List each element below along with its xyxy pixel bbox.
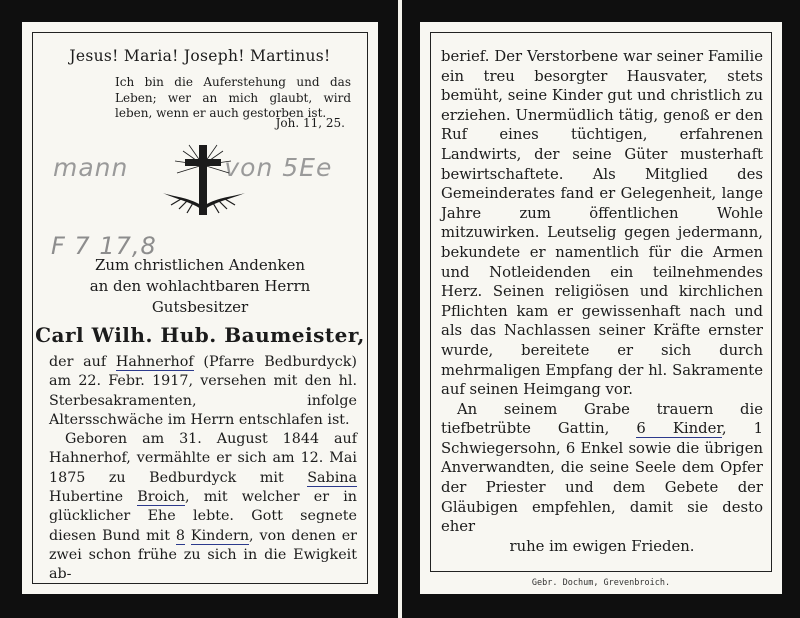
underlined-children-word: Kindern xyxy=(190,527,250,544)
dedication-line-1: Zum christlichen Andenken xyxy=(94,256,306,274)
underlined-surviving-children: 6 Kinder xyxy=(636,420,722,438)
paragraph-death: der auf Hahnerhof (Pfarre Bedburdyck) am 22. Febr. 1917, versehen mit den hl. Sterbesakramenten, infolge Altersschwäche im Herrn entschlafen ist. xyxy=(49,354,357,428)
inner-border-left xyxy=(32,32,368,584)
paragraph-life: Geboren am 31. August 1844 auf Hahnerhof, vermählte er sich am 12. Mai 1875 zu Bedburdyck mit Sabina Hubertine Broich, mit welcher er in glücklicher Ehe lebte. Gott segnete diesen Bund mit 8 Kindern, von denen er zwei schon frühe zu sich in die Ewigkeit ab- xyxy=(49,431,358,583)
dedication-line-2: an den wohlachtbaren Herrn xyxy=(89,277,311,295)
underlined-children-number: 8 xyxy=(175,527,185,544)
cross-with-palm-icon xyxy=(153,143,253,223)
bible-verse: Ich bin die Auferstehung und das Leben; wer an mich glaubt, wird leben, wenn er auch gestorben ist. xyxy=(115,75,351,120)
right-body-text xyxy=(441,47,763,556)
handwritten-archive-number: F 7 17,8 xyxy=(51,232,157,260)
left-body-text xyxy=(49,353,357,585)
deceased-name: Carl Wilh. Hub. Baumeister, xyxy=(35,323,365,347)
paragraph-mourners: An seinem Grabe trauern die tiefbetrübte Gattin, 6 Kinder, 1 Schwiegersohn, 6 Enkel sowie die übrigen Anverwandten, die seine Seele dem Opfer der Priester und dem Gebete der Gläubigen empfehlen, damit sie desto eher xyxy=(441,400,763,536)
underlined-wife-last: Broich xyxy=(137,489,186,506)
invocation-line: Jesus! Maria! Joseph! Martinus! xyxy=(69,47,331,65)
dedication-block xyxy=(33,255,367,318)
paragraph-character: berief. Der Verstorbene war seiner Familie ein treu besorgter Hausvater, stets bemüht, seine Kinder gut und christlich zu erziehen. Unermüdlich tätig, genoß er den Ruf eines tüchtigen, erfahrenen Landwirts, der seine Güter musterhaft bewirtschaftete. Als Mitglied des Gemeinderates fand er Gelegenheit, lange Jahre zum öffentlichen Wohle mitzuwirken. Leutselig gegen jedermann, bekundete er namentlich für die Armen und Notleidenden ein teilnehmendes Herz. Seinen religiösen und kirchlichen Pflichten kam er gewissenhaft nach und als das Nachlassen seiner Kräfte ernster wurde, bereitete er sich durch mehrmaligen Empfang der hl. Sakramente auf seinen Heimgang vor. xyxy=(441,48,763,399)
card-paper-left xyxy=(22,22,378,594)
handwritten-note-top-a: mann xyxy=(53,153,129,182)
dedication-line-3: Gutsbesitzer xyxy=(151,298,249,316)
memorial-card-left xyxy=(0,0,398,618)
printer-imprint: Gebr. Dochum, Grevenbroich. xyxy=(531,578,671,588)
closing-line: ruhe im ewigen Frieden. xyxy=(509,537,695,555)
card-paper-right xyxy=(420,22,782,594)
inner-border-right xyxy=(430,32,772,572)
verse-reference: Joh. 11, 25. xyxy=(275,116,345,130)
handwritten-note-top-b: von 5Ee xyxy=(224,153,333,182)
memorial-card-right xyxy=(402,0,800,618)
underlined-wife-first: Sabina xyxy=(307,469,357,486)
underlined-place: Hahnerhof xyxy=(115,354,194,370)
